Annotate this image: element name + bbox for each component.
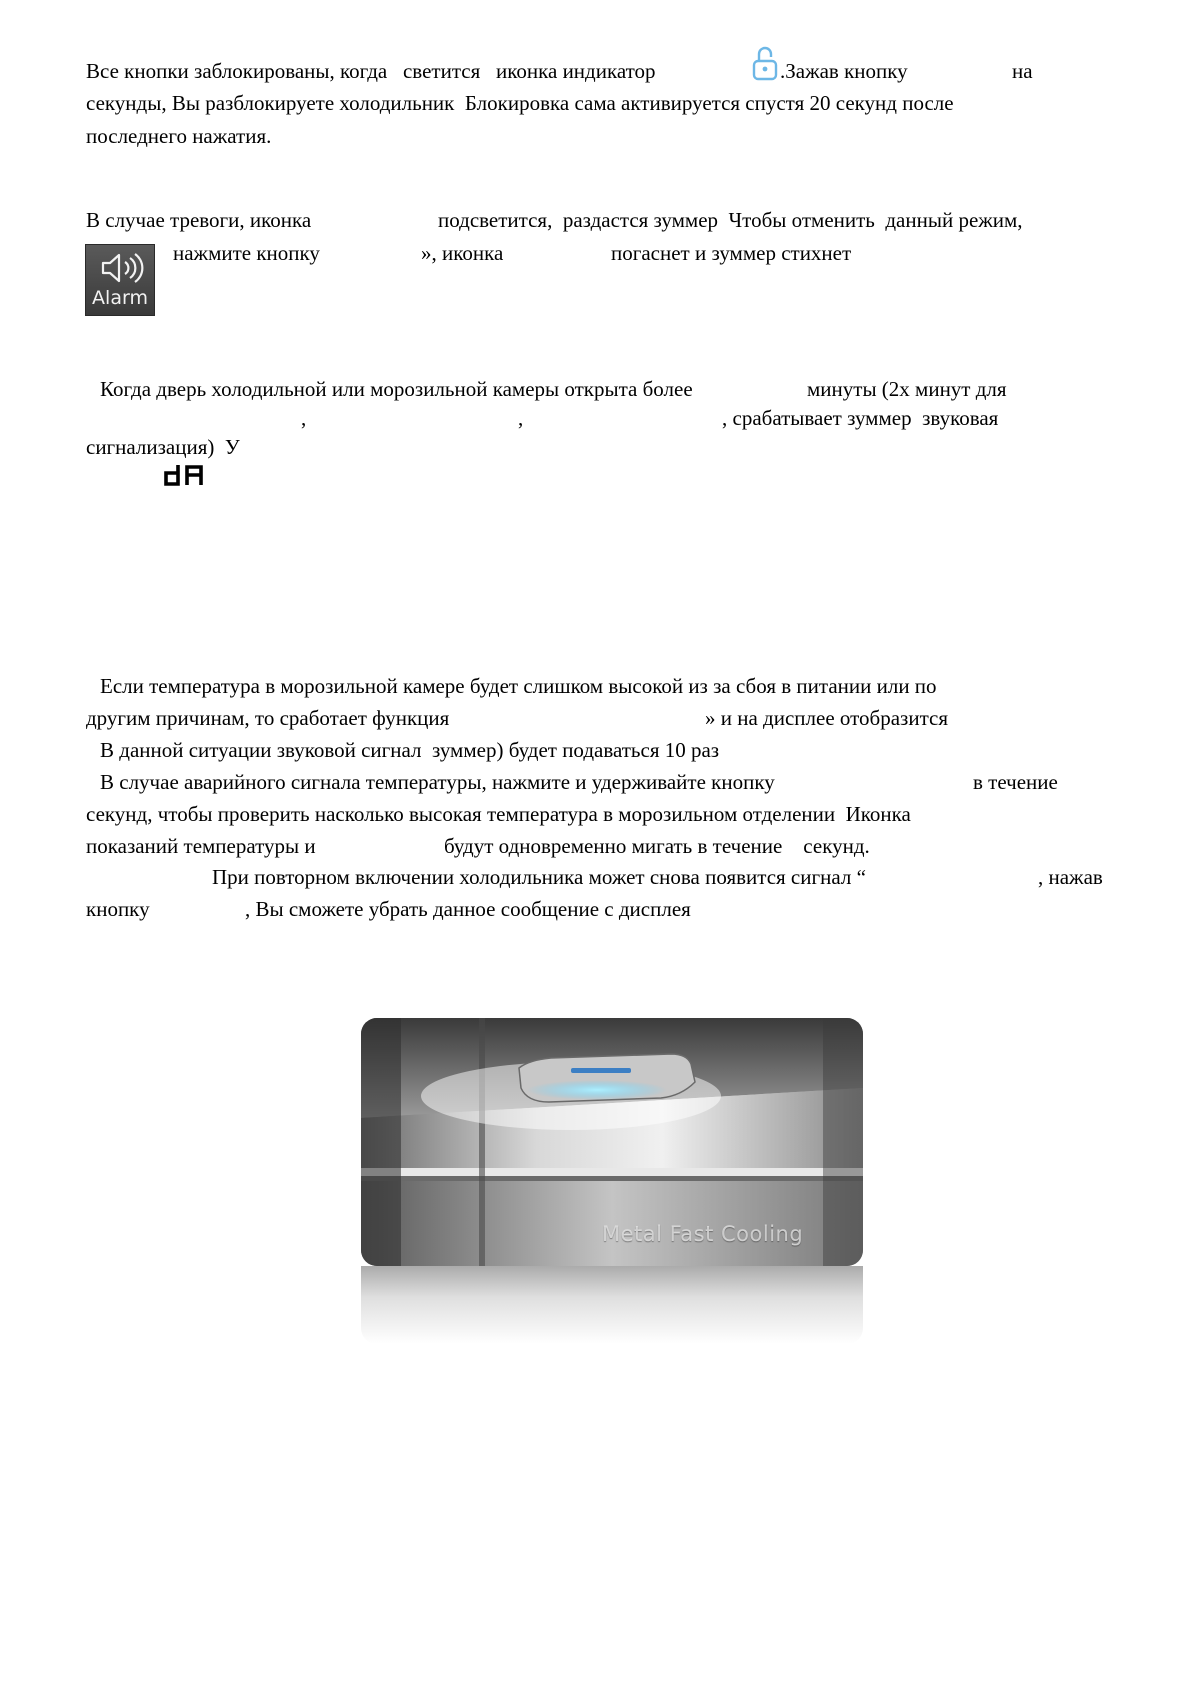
door-text-line-2c: , срабатывает зуммер звуковая	[722, 406, 999, 430]
alarm-text-line-2a: нажмите кнопку	[173, 241, 320, 265]
alarm-text-line-2c: погаснет и зуммер стихнет	[611, 241, 852, 265]
alarm-text-line-1b: подсветится, раздастся зуммер Чтобы отменить данный режим,	[438, 208, 1023, 232]
temp-text-line-4b: в течение	[973, 770, 1058, 794]
temp-text-line-4a: В случае аварийного сигнала температуры, нажмите и удерживайте кнопку	[100, 770, 775, 794]
temp-text-line-3: В данной ситуации звуковой сигнал зуммер) будет подаваться 10 раз	[100, 738, 720, 762]
temp-text-line-5: секунд, чтобы проверить насколько высокая температура в морозильном отделении Иконка	[86, 802, 911, 826]
alarm-icon-label: Alarm	[92, 287, 148, 309]
fridge-interior-photo	[361, 1018, 863, 1266]
temp-text-line-7b: , нажав	[1038, 865, 1103, 889]
temp-text-line-7a: При повторном включении холодильника может снова появится сигнал “	[212, 865, 866, 889]
temp-text-line-1: Если температура в морозильной камере будет слишком высокой из за сбоя в питании или по	[100, 674, 937, 698]
temp-text-line-2b: » и на дисплее отобразится	[705, 706, 948, 730]
lock-text-line-1b: .Зажав кнопку	[780, 59, 908, 83]
lock-text-line-1a: Все кнопки заблокированы, когда светится иконка индикатор	[86, 59, 656, 83]
lock-icon	[752, 44, 778, 82]
door-text-line-1b: минуты (2х минут для	[807, 377, 1007, 401]
door-alarm-da-icon	[163, 463, 207, 487]
door-text-line-2a: ,	[301, 406, 307, 430]
lock-text-line-2: секунды, Вы разблокируете холодильник Блокировка сама активируется спустя 20 секунд после	[86, 91, 954, 115]
lock-text-line-3: последнего нажатия.	[86, 124, 272, 148]
temp-text-line-6a: показаний температуры и	[86, 834, 316, 858]
alarm-text-line-1a: В случае тревоги, иконка	[86, 208, 312, 232]
alarm-icon	[85, 244, 155, 316]
temp-text-line-8a: кнопку	[86, 897, 150, 921]
lock-text-line-1c: на	[1012, 59, 1033, 83]
photo-reflection	[361, 1266, 863, 1344]
door-text-line-1a: Когда дверь холодильной или морозильной камеры открыта более	[100, 377, 693, 401]
photo-caption: Metal Fast Cooling	[602, 1222, 804, 1246]
speaker-icon	[100, 251, 144, 285]
temp-text-line-2a: другим причинам, то сработает функция	[86, 706, 450, 730]
temp-text-line-8b: , Вы сможете убрать данное сообщение с дисплея	[245, 897, 691, 921]
alarm-text-line-2b: », иконка	[421, 241, 504, 265]
door-text-line-3: сигнализация) У	[86, 435, 240, 459]
door-text-line-2b: ,	[518, 406, 524, 430]
temp-text-line-6b: будут одновременно мигать в течение секунд.	[444, 834, 870, 858]
